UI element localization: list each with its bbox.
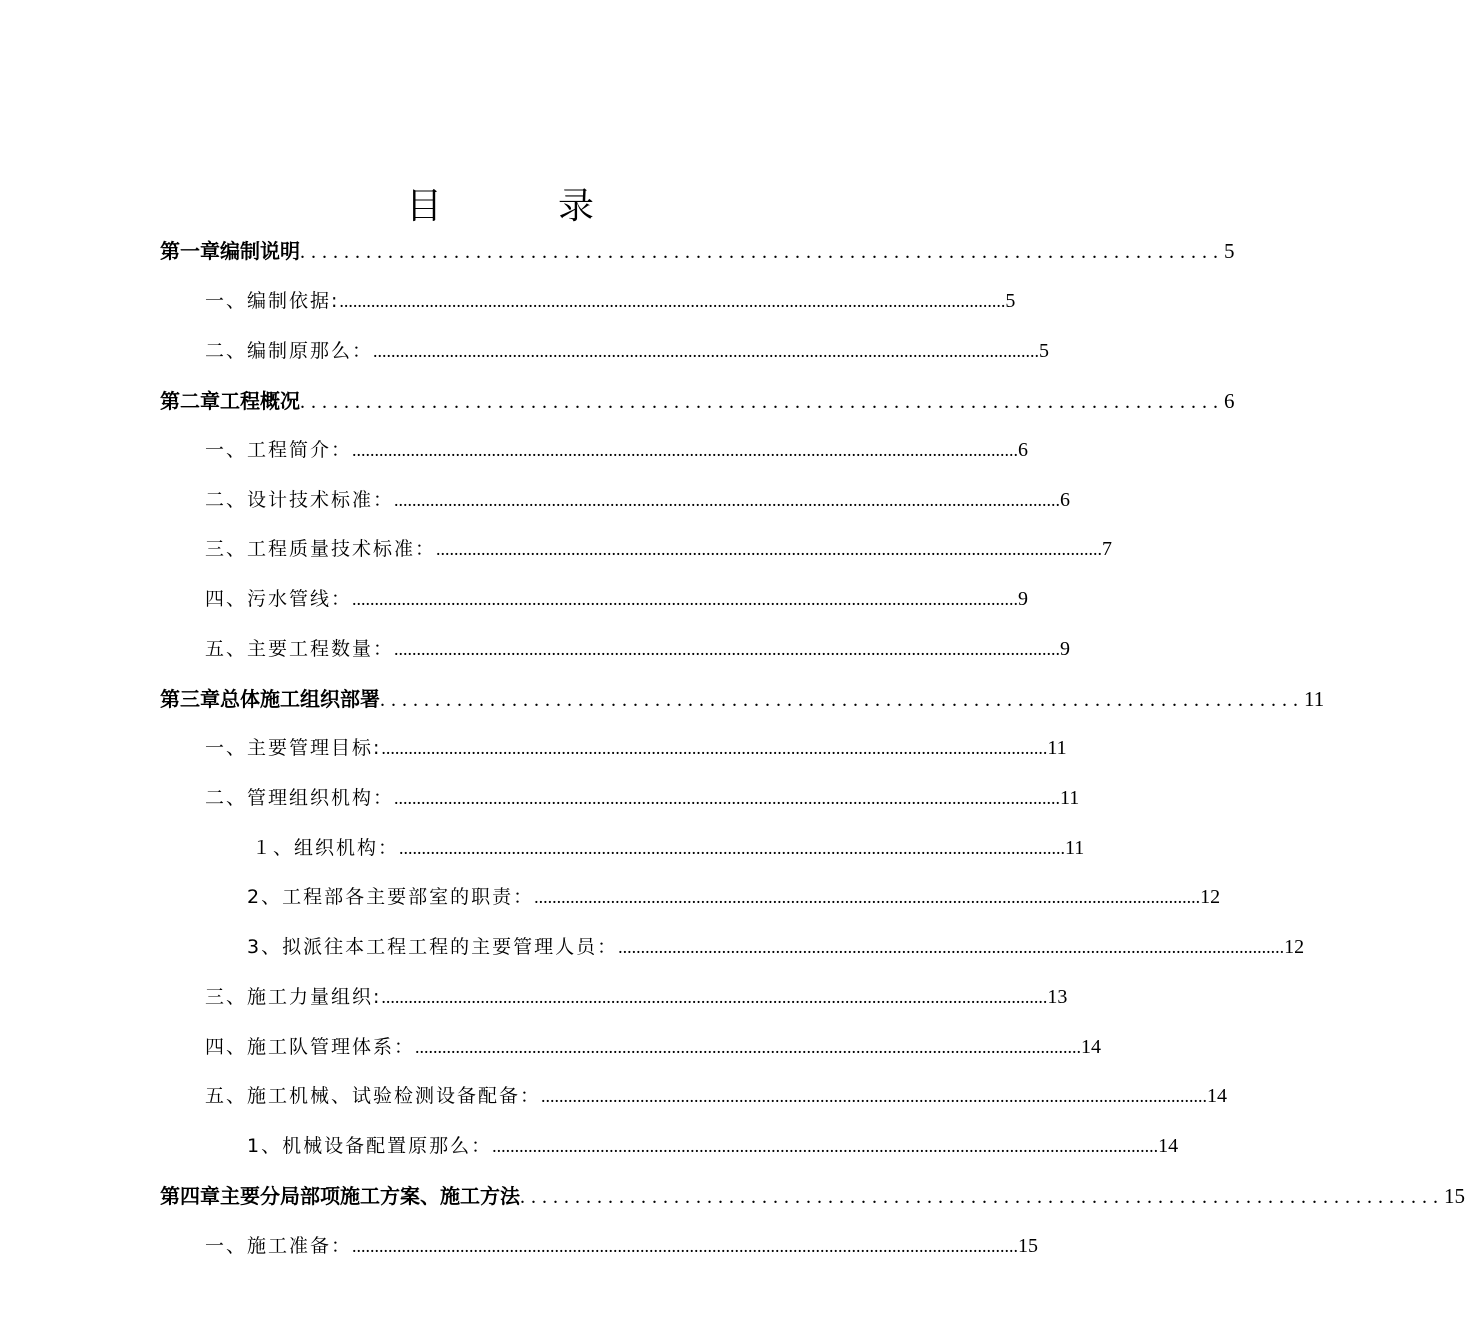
page-number: 12	[1284, 936, 1305, 958]
dot-leader: ....................................................................................	[380, 689, 1304, 711]
toc-subsection-entry[interactable]	[252, 833, 1085, 863]
dot-leader: ....................................................................................................................................................	[339, 291, 1006, 311]
entry-title: 五、主要工程数量：	[205, 638, 395, 660]
entry-title: 一、主要管理目标:	[205, 737, 382, 759]
page-number: 15	[1444, 1184, 1465, 1208]
dot-leader: ....................................................................................................................................................	[415, 1037, 1082, 1057]
page-number: 11	[1304, 687, 1325, 711]
page-number: 6	[1224, 389, 1235, 413]
page-number: 6	[1060, 489, 1071, 511]
entry-title: 1、机械设备配置原那么：	[247, 1135, 493, 1157]
page-number: 14	[1081, 1036, 1102, 1058]
dot-leader: ....................................................................................	[300, 391, 1224, 413]
page-number: 5	[1039, 340, 1050, 362]
toc-section-entry[interactable]	[205, 534, 1113, 564]
page-number: 9	[1060, 638, 1071, 660]
dot-leader: ....................................................................................................................................................	[394, 490, 1061, 510]
dot-leader: ....................................................................................................................................................	[534, 887, 1201, 907]
entry-title: 三、工程质量技术标准：	[205, 538, 437, 560]
dot-leader: ....................................................................................................................................................	[394, 788, 1061, 808]
page-number: 9	[1018, 588, 1029, 610]
entry-title: 二、设计技术标准：	[205, 489, 395, 511]
toc-section-entry[interactable]	[205, 1081, 1228, 1111]
entry-title: 三、施工力量组织:	[205, 986, 382, 1008]
entry-title: 工程概况	[220, 389, 300, 413]
chapter-number: 第二章	[160, 389, 220, 413]
dot-leader: ....................................................................................................................................................	[352, 1236, 1019, 1256]
entry-title: 3、拟派往本工程工程的主要管理人员：	[247, 936, 619, 958]
toc-chapter-entry[interactable]	[160, 684, 1325, 714]
toc-section-entry[interactable]	[205, 733, 1067, 763]
dot-leader: ....................................................................................	[520, 1186, 1444, 1208]
toc-subsection-entry[interactable]	[247, 932, 1305, 962]
dot-leader: ....................................................................................................................................................	[352, 440, 1019, 460]
page-number: 5	[1005, 290, 1016, 312]
toc-section-entry[interactable]	[205, 286, 1016, 316]
page-number: 11	[1060, 787, 1080, 809]
page-title: 目 录	[405, 186, 634, 227]
page-number: 11	[1047, 737, 1067, 759]
entry-title: 四、污水管线：	[205, 588, 353, 610]
entry-title: 二、编制原那么：	[205, 340, 374, 362]
toc-subsection-entry[interactable]	[247, 1131, 1179, 1161]
toc-section-entry[interactable]	[205, 982, 1068, 1012]
dot-leader: ....................................................................................	[300, 241, 1224, 263]
toc-chapter-entry[interactable]	[160, 386, 1235, 416]
entry-title: 五、施工机械、试验检测设备配备：	[205, 1085, 542, 1107]
entry-title: 四、施工队管理体系：	[205, 1036, 416, 1058]
toc-subsection-entry[interactable]	[247, 882, 1221, 912]
page-number: 11	[1065, 837, 1085, 859]
dot-leader: ....................................................................................................................................................	[394, 639, 1061, 659]
entry-title: 总体施工组织部署	[220, 687, 380, 711]
dot-leader: ....................................................................................................................................................	[399, 838, 1066, 858]
entry-title: 一、施工准备：	[205, 1235, 353, 1257]
chapter-number: 第四章	[160, 1184, 220, 1208]
dot-leader: ....................................................................................................................................................	[381, 987, 1048, 1007]
entry-title: 2、工程部各主要部室的职责：	[247, 886, 535, 908]
dot-leader: ....................................................................................................................................................	[541, 1086, 1208, 1106]
page-number: 13	[1047, 986, 1068, 1008]
toc-section-entry[interactable]	[205, 435, 1029, 465]
entry-title: 编制说明	[220, 239, 300, 263]
toc-chapter-entry[interactable]	[160, 1181, 1465, 1211]
toc-section-entry[interactable]	[205, 1231, 1039, 1261]
page-number: 5	[1224, 239, 1235, 263]
entry-title: 二、管理组织机构：	[205, 787, 395, 809]
toc-section-entry[interactable]	[205, 783, 1080, 813]
entry-title: １、组织机构：	[252, 837, 400, 859]
page-number: 6	[1018, 439, 1029, 461]
dot-leader: ....................................................................................................................................................	[618, 937, 1285, 957]
page-number: 15	[1018, 1235, 1039, 1257]
dot-leader: ....................................................................................................................................................	[373, 341, 1040, 361]
page-number: 14	[1207, 1085, 1228, 1107]
toc-section-entry[interactable]	[205, 634, 1071, 664]
toc-section-entry[interactable]	[205, 485, 1071, 515]
toc-section-entry[interactable]	[205, 336, 1050, 366]
dot-leader: ....................................................................................................................................................	[352, 589, 1019, 609]
toc-chapter-entry[interactable]	[160, 236, 1235, 266]
entry-title: 主要分局部项施工方案、施工方法	[220, 1184, 520, 1208]
toc-section-entry[interactable]	[205, 584, 1029, 614]
toc-section-entry[interactable]	[205, 1032, 1102, 1062]
dot-leader: ....................................................................................................................................................	[436, 539, 1103, 559]
page-number: 14	[1158, 1135, 1179, 1157]
entry-title: 一、工程简介：	[205, 439, 353, 461]
chapter-number: 第三章	[160, 687, 220, 711]
chapter-number: 第一章	[160, 239, 220, 263]
dot-leader: ....................................................................................................................................................	[492, 1136, 1159, 1156]
dot-leader: ....................................................................................................................................................	[381, 738, 1048, 758]
entry-title: 一、编制依据:	[205, 290, 340, 312]
page-number: 12	[1200, 886, 1221, 908]
page-number: 7	[1102, 538, 1113, 560]
